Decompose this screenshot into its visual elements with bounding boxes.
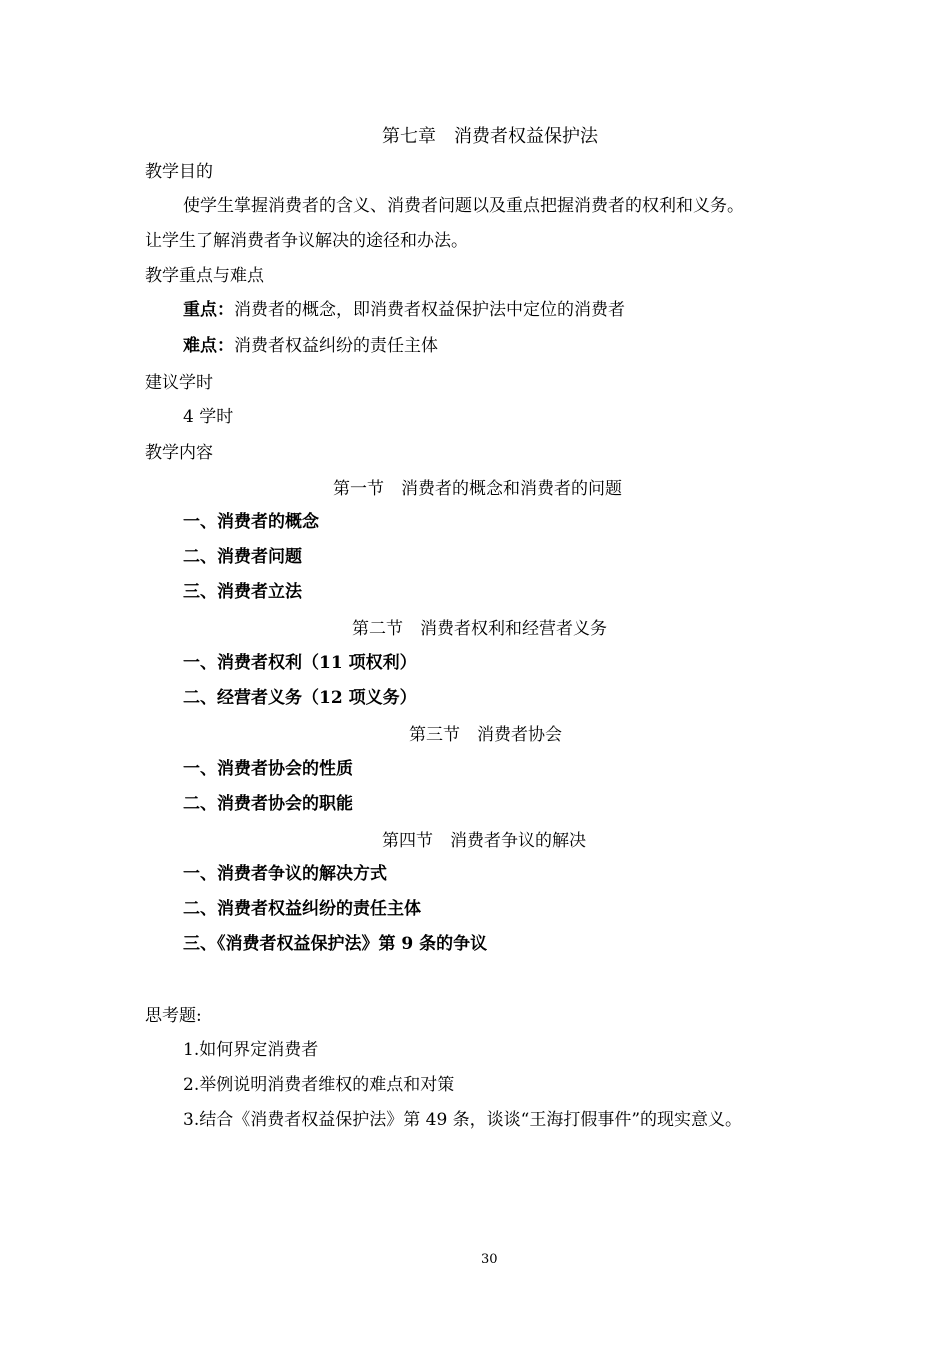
objectives-heading: 教学目的 (145, 162, 213, 182)
key-point-row (183, 302, 625, 319)
section-4-item-3: 三、《消费者权益保护法》第 9 条的争议 (183, 934, 488, 954)
objectives-line-1: 使学生掌握消费者的含义、消费者问题以及重点把握消费者的权利和义务。 (183, 196, 744, 216)
page-number: 30 (481, 1252, 498, 1267)
difficulty-label: 难点： (183, 336, 234, 356)
section-2-item-2: 二、经营者义务（12 项义务） (183, 688, 417, 708)
section-4-item-1: 一、消费者争议的解决方式 (183, 864, 387, 884)
section-1-item-2: 二、消费者问题 (183, 547, 302, 567)
questions-heading: 思考题: (145, 1006, 202, 1026)
question-2: 2.举例说明消费者维权的难点和对策 (183, 1075, 455, 1095)
hours-value: 4 学时 (183, 407, 234, 427)
question-3: 3.结合《消费者权益保护法》第 49 条，谈谈“王海打假事件”的现实意义。 (183, 1110, 743, 1130)
section-4-item-2: 二、消费者权益纠纷的责任主体 (183, 899, 421, 919)
section-3-item-1: 一、消费者协会的性质 (183, 759, 353, 779)
question-1: 1.如何界定消费者 (183, 1040, 319, 1060)
section-3-item-2: 二、消费者协会的职能 (183, 794, 353, 814)
section-title-2: 第二节 消费者权利和经营者义务 (352, 619, 607, 639)
section-1-item-3: 三、消费者立法 (183, 582, 302, 602)
section-title-4: 第四节 消费者争议的解决 (382, 831, 586, 851)
difficulty-row (183, 338, 438, 355)
difficulty-text: 消费者权益纠纷的责任主体 (234, 336, 438, 356)
section-title-1: 第一节 消费者的概念和消费者的问题 (333, 479, 622, 499)
hours-heading: 建议学时 (145, 373, 213, 393)
key-point-label: 重点： (183, 300, 234, 320)
key-points-heading: 教学重点与难点 (145, 266, 264, 286)
key-point-text: 消费者的概念，即消费者权益保护法中定位的消费者 (234, 300, 625, 320)
section-title-3: 第三节 消费者协会 (409, 725, 562, 745)
content-heading: 教学内容 (145, 443, 213, 463)
objectives-line-2: 让学生了解消费者争议解决的途径和办法。 (145, 231, 468, 251)
chapter-title: 第七章 消费者权益保护法 (382, 126, 598, 147)
section-2-item-1: 一、消费者权利（11 项权利） (183, 653, 417, 673)
section-1-item-1: 一、消费者的概念 (183, 512, 319, 532)
